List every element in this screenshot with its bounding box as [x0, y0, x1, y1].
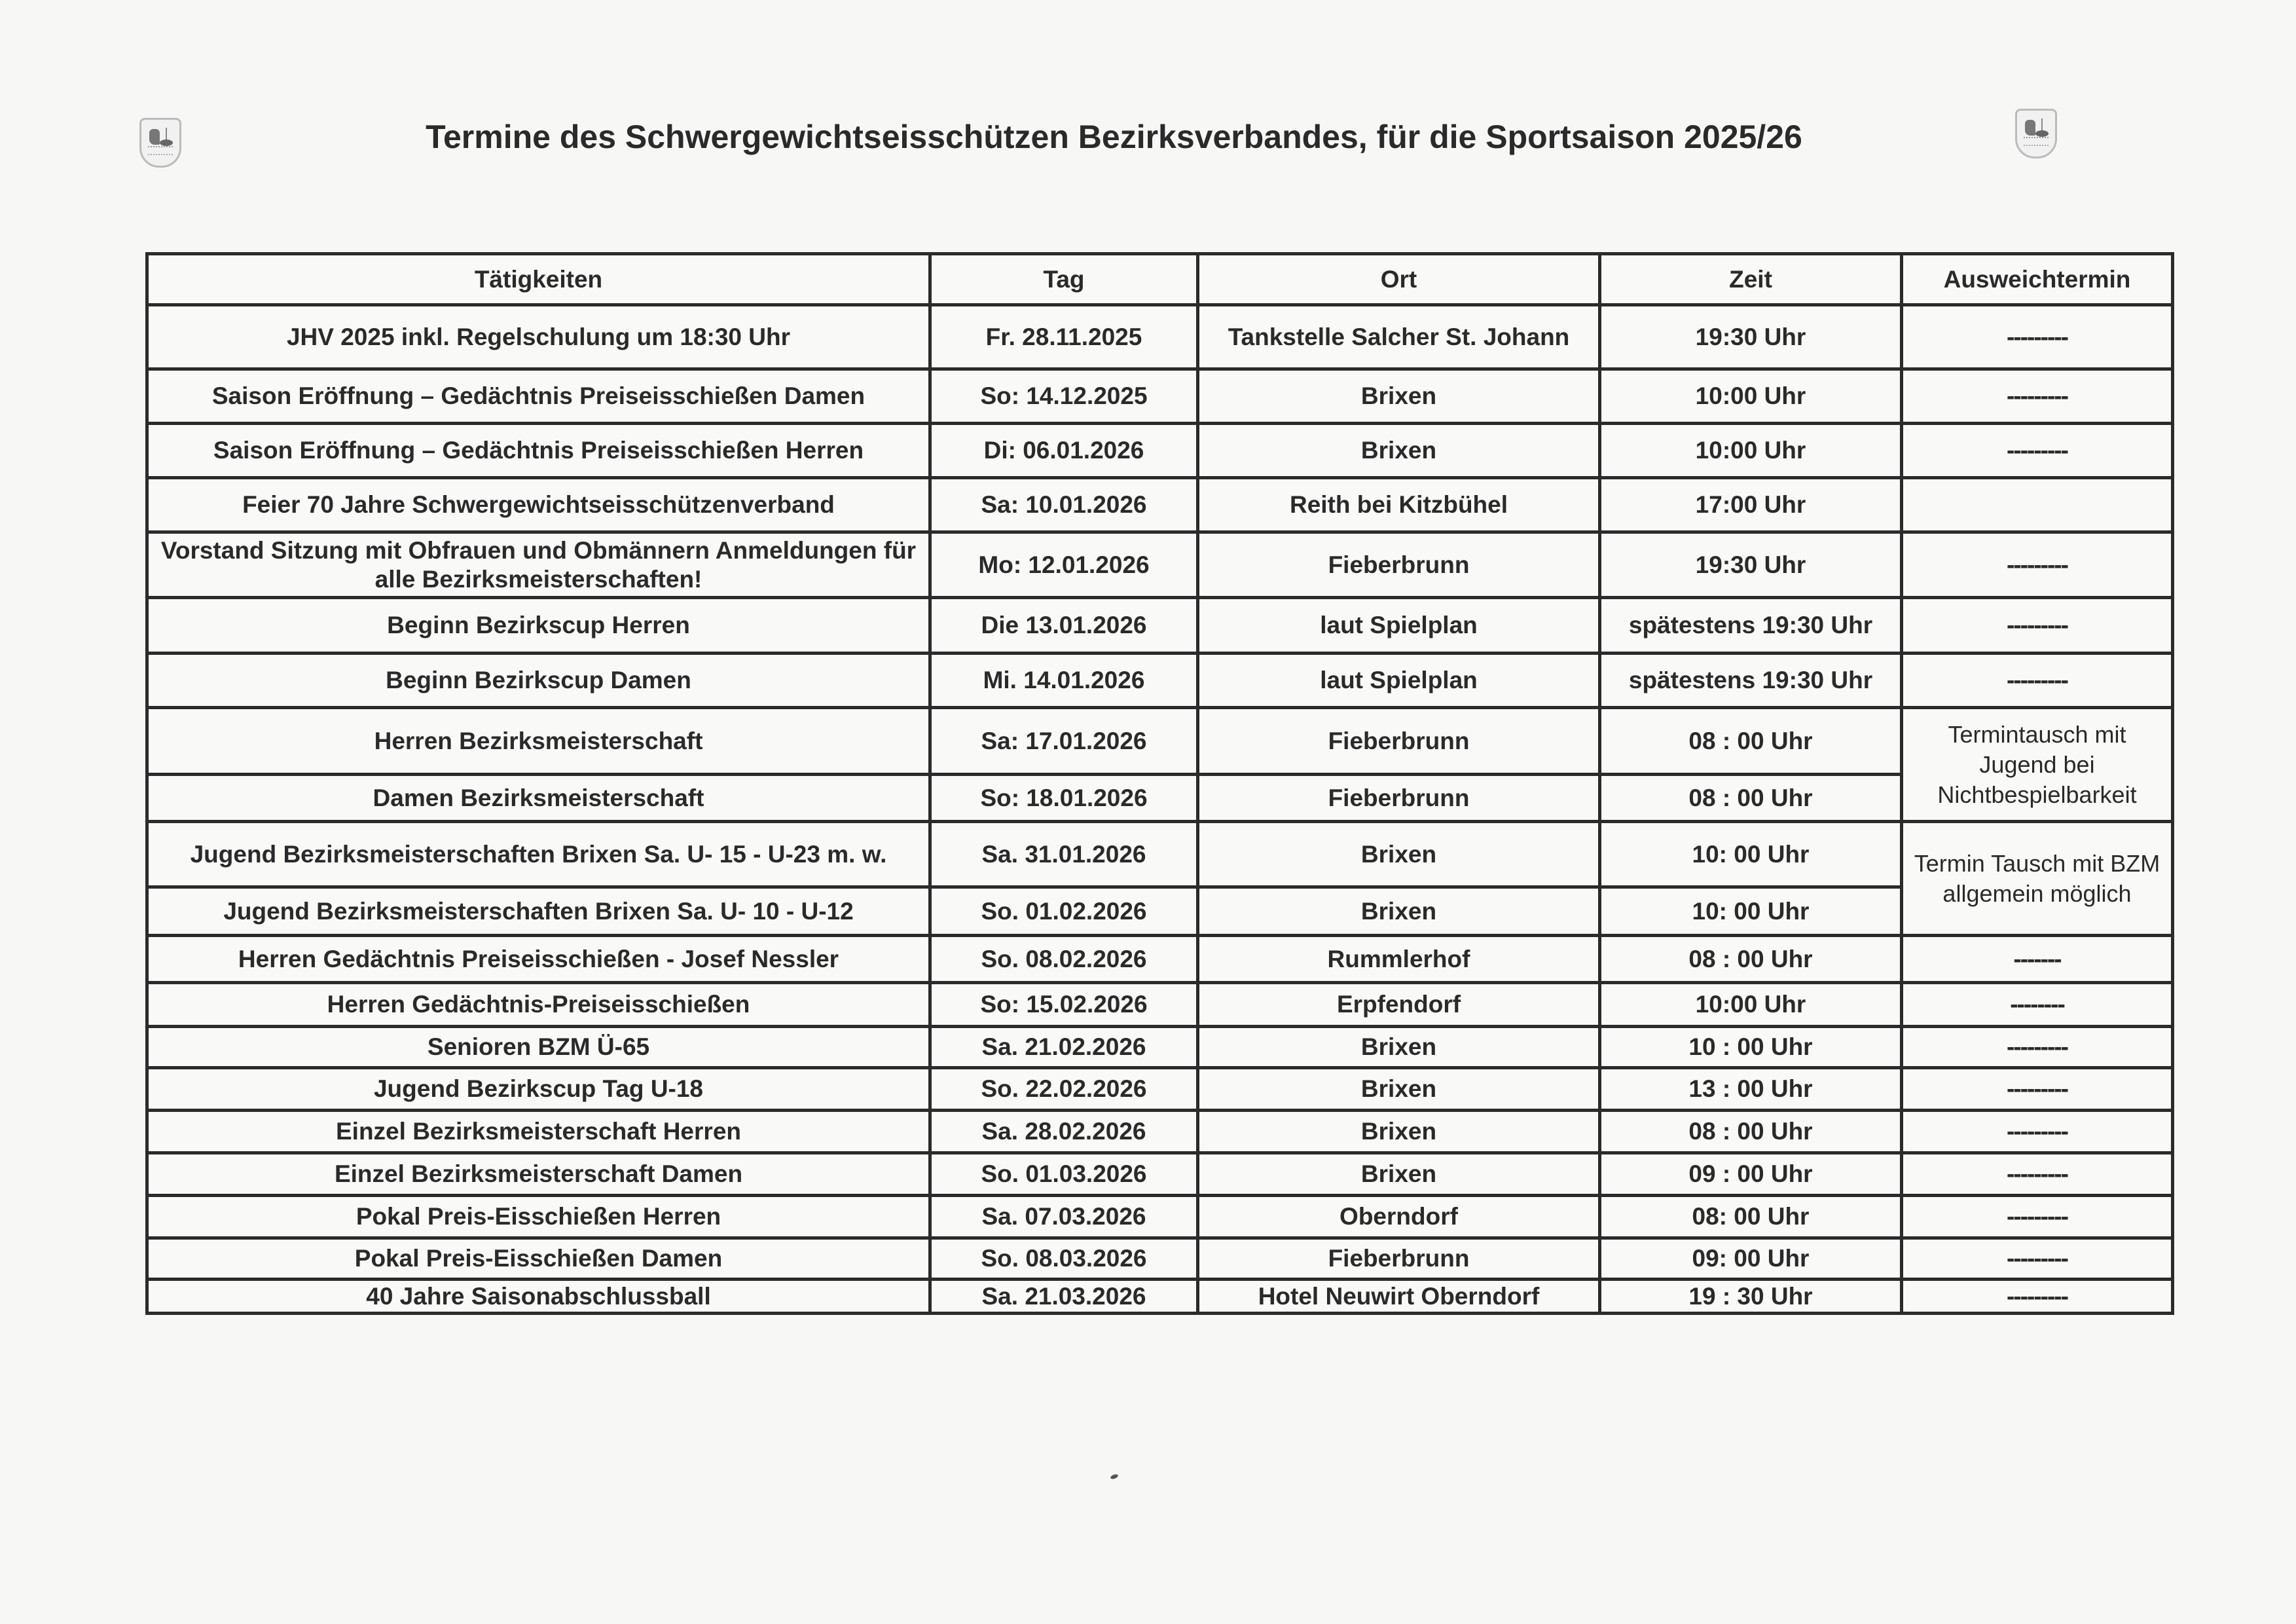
header-time: Zeit [1600, 254, 1902, 305]
day-cell: Sa. 07.03.2026 [930, 1196, 1198, 1238]
time-cell: 10:00 Uhr [1600, 369, 1902, 424]
place-cell: Erpfendorf [1198, 983, 1600, 1027]
table-row [147, 532, 2173, 598]
table-row [147, 424, 2173, 478]
alternative-date-cell: --------- [1902, 1111, 2173, 1153]
place-cell: Brixen [1198, 1027, 1600, 1068]
place-cell: laut Spielplan [1198, 598, 1600, 654]
activity-cell: Feier 70 Jahre Schwergewichtseisschützenverband [147, 478, 930, 532]
alternative-date-cell: Termin Tausch mit BZM allgemein möglich [1902, 822, 2173, 936]
activity-cell: JHV 2025 inkl. Regelschulung um 18:30 Uhr [147, 305, 930, 369]
alternative-date-cell: --------- [1902, 1280, 2173, 1314]
place-cell: Brixen [1198, 424, 1600, 478]
day-cell: Mi. 14.01.2026 [930, 654, 1198, 708]
place-cell: Brixen [1198, 887, 1600, 936]
day-cell: Sa. 31.01.2026 [930, 822, 1198, 887]
schedule-table [145, 252, 2174, 1315]
time-cell: 19 : 30 Uhr [1600, 1280, 1902, 1314]
activity-cell: Saison Eröffnung – Gedächtnis Preiseisschießen Herren [147, 424, 930, 478]
day-cell: Sa. 21.02.2026 [930, 1027, 1198, 1068]
table-row [147, 1153, 2173, 1196]
time-cell: 19:30 Uhr [1600, 305, 1902, 369]
table-row [147, 1196, 2173, 1238]
activity-cell: Beginn Bezirkscup Herren [147, 598, 930, 654]
page-title-text: Termine des Schwergewichtseisschützen Bezirksverbandes, für die Sportsaison 2025/26 [426, 119, 1802, 155]
day-cell: Sa. 28.02.2026 [930, 1111, 1198, 1153]
alternative-date-cell: --------- [1902, 1196, 2173, 1238]
header-day: Tag [930, 254, 1198, 305]
activity-cell: Jugend Bezirksmeisterschaften Brixen Sa. U- 15 - U-23 m. w. [147, 822, 930, 887]
activity-cell: Einzel Bezirksmeisterschaft Herren [147, 1111, 930, 1153]
time-cell: 08 : 00 Uhr [1600, 708, 1902, 775]
time-cell: 08 : 00 Uhr [1600, 936, 1902, 983]
day-cell: Di: 06.01.2026 [930, 424, 1198, 478]
time-cell: 10:00 Uhr [1600, 424, 1902, 478]
table-row [147, 369, 2173, 424]
activity-cell: Saison Eröffnung – Gedächtnis Preiseisschießen Damen [147, 369, 930, 424]
time-cell: 08 : 00 Uhr [1600, 775, 1902, 822]
activity-cell: Pokal Preis-Eisschießen Herren [147, 1196, 930, 1238]
header-activity: Tätigkeiten [147, 254, 930, 305]
alternative-date-cell: -------- [1902, 983, 2173, 1027]
table-row [147, 478, 2173, 532]
activity-cell: Einzel Bezirksmeisterschaft Damen [147, 1153, 930, 1196]
day-cell: Die 13.01.2026 [930, 598, 1198, 654]
place-cell: Brixen [1198, 1111, 1600, 1153]
activity-cell: 40 Jahre Saisonabschlussball [147, 1280, 930, 1314]
alternative-date-cell: --------- [1902, 305, 2173, 369]
day-cell: Sa: 17.01.2026 [930, 708, 1198, 775]
table-row [147, 1238, 2173, 1280]
day-cell: Mo: 12.01.2026 [930, 532, 1198, 598]
table-header-row [147, 254, 2173, 305]
activity-cell: Herren Bezirksmeisterschaft [147, 708, 930, 775]
time-cell: 10:00 Uhr [1600, 983, 1902, 1027]
time-cell: 19:30 Uhr [1600, 532, 1902, 598]
place-cell: Fieberbrunn [1198, 775, 1600, 822]
day-cell: Fr. 28.11.2025 [930, 305, 1198, 369]
time-cell: 10 : 00 Uhr [1600, 1027, 1902, 1068]
alternative-date-cell: --------- [1902, 1238, 2173, 1280]
time-cell: 10: 00 Uhr [1600, 822, 1902, 887]
alternative-date-cell: --------- [1902, 1068, 2173, 1111]
table-row [147, 598, 2173, 654]
alternative-date-cell: --------- [1902, 532, 2173, 598]
day-cell: So: 14.12.2025 [930, 369, 1198, 424]
activity-cell: Beginn Bezirkscup Damen [147, 654, 930, 708]
day-cell: Sa: 10.01.2026 [930, 478, 1198, 532]
place-cell: Brixen [1198, 822, 1600, 887]
activity-cell: Jugend Bezirksmeisterschaften Brixen Sa. U- 10 - U-12 [147, 887, 930, 936]
place-cell: Brixen [1198, 1153, 1600, 1196]
alternative-date-cell: --------- [1902, 369, 2173, 424]
alternative-date-cell: --------- [1902, 598, 2173, 654]
place-cell: Oberndorf [1198, 1196, 1600, 1238]
time-cell: 09: 00 Uhr [1600, 1238, 1902, 1280]
activity-cell: Senioren BZM Ü-65 [147, 1027, 930, 1068]
header-alternative-date: Ausweichtermin [1902, 254, 2173, 305]
time-cell: 09 : 00 Uhr [1600, 1153, 1902, 1196]
place-cell: Rummlerhof [1198, 936, 1600, 983]
day-cell: So. 22.02.2026 [930, 1068, 1198, 1111]
alternative-date-cell: --------- [1902, 654, 2173, 708]
table-row [147, 775, 2173, 822]
day-cell: So. 01.03.2026 [930, 1153, 1198, 1196]
time-cell: spätestens 19:30 Uhr [1600, 598, 1902, 654]
place-cell: Fieberbrunn [1198, 708, 1600, 775]
alternative-date-cell [1902, 478, 2173, 532]
day-cell: So: 18.01.2026 [930, 775, 1198, 822]
time-cell: spätestens 19:30 Uhr [1600, 654, 1902, 708]
time-cell: 08: 00 Uhr [1600, 1196, 1902, 1238]
table-row [147, 1027, 2173, 1068]
activity-cell: Vorstand Sitzung mit Obfrauen und Obmännern Anmeldungen für alle Bezirksmeisterschaften! [147, 532, 930, 598]
day-cell: So. 08.03.2026 [930, 1238, 1198, 1280]
activity-cell: Damen Bezirksmeisterschaft [147, 775, 930, 822]
place-cell: Fieberbrunn [1198, 532, 1600, 598]
table-row [147, 936, 2173, 983]
scan-speck [1110, 1473, 1118, 1480]
activity-cell: Pokal Preis-Eisschießen Damen [147, 1238, 930, 1280]
table-row [147, 1111, 2173, 1153]
table-row [147, 1068, 2173, 1111]
alternative-date-cell: ------- [1902, 936, 2173, 983]
activity-cell: Jugend Bezirkscup Tag U-18 [147, 1068, 930, 1111]
time-cell: 10: 00 Uhr [1600, 887, 1902, 936]
place-cell: Reith bei Kitzbühel [1198, 478, 1600, 532]
table-row [147, 983, 2173, 1027]
page-title [0, 118, 2296, 156]
header-place: Ort [1198, 254, 1600, 305]
time-cell: 08 : 00 Uhr [1600, 1111, 1902, 1153]
table-row [147, 1280, 2173, 1314]
place-cell: Hotel Neuwirt Oberndorf [1198, 1280, 1600, 1314]
time-cell: 17:00 Uhr [1600, 478, 1902, 532]
table-row [147, 305, 2173, 369]
table-row [147, 822, 2173, 887]
alternative-date-cell: --------- [1902, 1153, 2173, 1196]
day-cell: So. 08.02.2026 [930, 936, 1198, 983]
alternative-date-cell: --------- [1902, 424, 2173, 478]
alternative-date-cell: Termintausch mit Jugend bei Nichtbespielbarkeit [1902, 708, 2173, 822]
table-row [147, 654, 2173, 708]
place-cell: laut Spielplan [1198, 654, 1600, 708]
activity-cell: Herren Gedächtnis-Preiseisschießen [147, 983, 930, 1027]
place-cell: Tankstelle Salcher St. Johann [1198, 305, 1600, 369]
table-row [147, 887, 2173, 936]
time-cell: 13 : 00 Uhr [1600, 1068, 1902, 1111]
day-cell: So: 15.02.2026 [930, 983, 1198, 1027]
place-cell: Brixen [1198, 1068, 1600, 1111]
day-cell: So. 01.02.2026 [930, 887, 1198, 936]
day-cell: Sa. 21.03.2026 [930, 1280, 1198, 1314]
alternative-date-cell: --------- [1902, 1027, 2173, 1068]
place-cell: Fieberbrunn [1198, 1238, 1600, 1280]
activity-cell: Herren Gedächtnis Preiseisschießen - Josef Nessler [147, 936, 930, 983]
place-cell: Brixen [1198, 369, 1600, 424]
table-row [147, 708, 2173, 775]
